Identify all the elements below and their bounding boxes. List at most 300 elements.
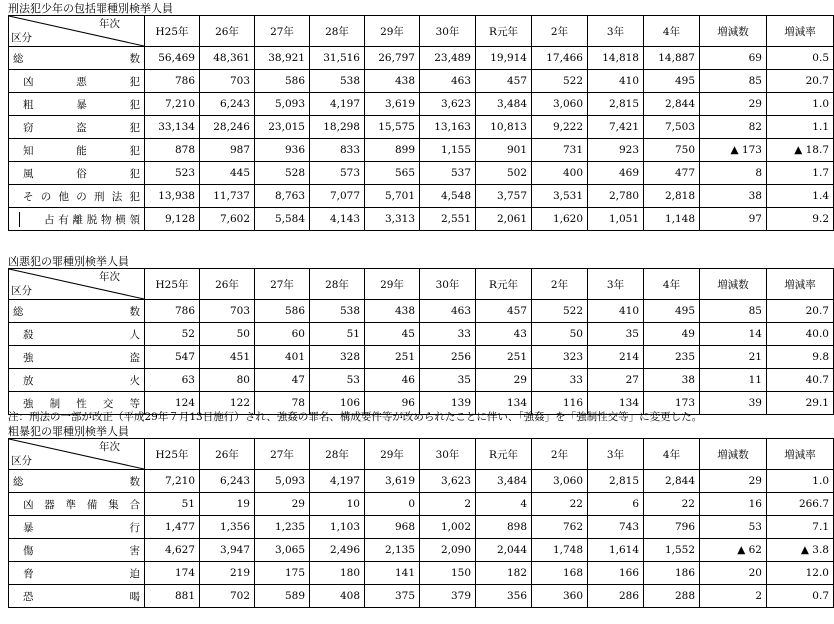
table-row (9, 369, 834, 392)
table-cell: 53 (310, 369, 365, 392)
table-cell: 703 (200, 300, 255, 323)
table-cell: 31,516 (310, 47, 365, 70)
table-cell: 1,748 (532, 539, 588, 562)
table-cell: 4 (476, 493, 532, 516)
table-cell: 20.7 (767, 70, 834, 93)
table-row (9, 346, 834, 369)
table-cell: 7,503 (644, 116, 700, 139)
table-cell: 565 (365, 162, 420, 185)
table-cell: 139 (420, 392, 476, 415)
table-cell: 7,421 (588, 116, 644, 139)
table-cell: 106 (310, 392, 365, 415)
row-label-cell (9, 185, 145, 208)
table-cell: ▲ 3.8 (767, 539, 834, 562)
table-cell: 1,356 (200, 516, 255, 539)
table-cell: 52 (145, 323, 200, 346)
table-cell: 288 (644, 585, 700, 608)
table-cell: 33 (532, 369, 588, 392)
table-cell: 2,780 (588, 185, 644, 208)
column-header: H25年 (145, 16, 200, 47)
corner-category-label: 区分 (11, 285, 32, 297)
table-cell: 51 (310, 323, 365, 346)
table-cell: 60 (255, 323, 310, 346)
table-cell: 8 (700, 162, 767, 185)
table-cell: 23,489 (420, 47, 476, 70)
table-cell: 537 (420, 162, 476, 185)
table-cell: 150 (420, 562, 476, 585)
table-cell: 1,477 (145, 516, 200, 539)
table-row (9, 116, 834, 139)
table-cell: 987 (200, 139, 255, 162)
table-cell: 173 (644, 392, 700, 415)
table-cell: 8,763 (255, 185, 310, 208)
table-cell: 3,065 (255, 539, 310, 562)
table-cell: 51 (145, 493, 200, 516)
table-cell: 9,222 (532, 116, 588, 139)
table-cell: 1.7 (767, 162, 834, 185)
table-cell: 586 (255, 300, 310, 323)
table-cell: 901 (476, 139, 532, 162)
table-cell: 750 (644, 139, 700, 162)
row-label-cell (9, 300, 145, 323)
table-cell: 29.1 (767, 392, 834, 415)
row-label-cell (9, 369, 145, 392)
table-cell: 495 (644, 70, 700, 93)
table-cell: 328 (310, 346, 365, 369)
table-cell: 19 (200, 493, 255, 516)
table-cell: 7,077 (310, 185, 365, 208)
table-cell: 39 (700, 392, 767, 415)
table-cell: 522 (532, 70, 588, 93)
column-header: 2年 (532, 439, 588, 470)
corner-year-label: 年次 (99, 18, 120, 30)
table-cell: 6,243 (200, 470, 255, 493)
row-label-cell (9, 585, 145, 608)
table-cell: 5,584 (255, 208, 310, 231)
column-header: R元年 (476, 16, 532, 47)
table-cell: 219 (200, 562, 255, 585)
table-cell: 3,060 (532, 470, 588, 493)
table-row (9, 516, 834, 539)
table-cell: 124 (145, 392, 200, 415)
table-cell: 2 (420, 493, 476, 516)
table-row (9, 185, 834, 208)
table-cell: 11 (700, 369, 767, 392)
table-cell: 20 (700, 562, 767, 585)
table-cell: 29 (255, 493, 310, 516)
section-title: 粗暴犯の罪種別検挙人員 (8, 425, 129, 438)
table-cell: 360 (532, 585, 588, 608)
table-cell: 35 (588, 323, 644, 346)
row-label-cell (9, 539, 145, 562)
table-cell: 3,623 (420, 470, 476, 493)
table-cell: 7.1 (767, 516, 834, 539)
table-cell: 122 (200, 392, 255, 415)
table-cell: 4,197 (310, 93, 365, 116)
table-cell: 20.7 (767, 300, 834, 323)
column-header: 増減数 (700, 439, 767, 470)
row-label: 粗暴犯 (23, 98, 140, 111)
row-label: 暴行 (23, 521, 140, 534)
table-cell: 528 (255, 162, 310, 185)
table-cell: 5,701 (365, 185, 420, 208)
table-cell: 323 (532, 346, 588, 369)
table-cell: 82 (700, 116, 767, 139)
table-cell: 50 (200, 323, 255, 346)
table-cell: 6,243 (200, 93, 255, 116)
table-cell: 2,844 (644, 93, 700, 116)
row-label: 窃盗犯 (23, 121, 140, 134)
table-cell: 10 (310, 493, 365, 516)
table-cell: 3,623 (420, 93, 476, 116)
table-cell: 2,135 (365, 539, 420, 562)
table-cell: 538 (310, 70, 365, 93)
table-cell: 400 (532, 162, 588, 185)
table-cell: 256 (420, 346, 476, 369)
table-cell: 3,757 (476, 185, 532, 208)
table-cell: 53 (700, 516, 767, 539)
corner-category-label: 区分 (11, 455, 32, 467)
table-cell: 3,619 (365, 93, 420, 116)
table-cell: 2 (700, 585, 767, 608)
table-cell: 438 (365, 300, 420, 323)
row-label: 殺人 (23, 328, 140, 341)
column-header: 2年 (532, 269, 588, 300)
table-cell: 703 (200, 70, 255, 93)
row-label: 知能犯 (23, 144, 140, 157)
table-cell: 1,620 (532, 208, 588, 231)
table-cell: 286 (588, 585, 644, 608)
corner-year-label: 年次 (99, 271, 120, 283)
table-cell: 878 (145, 139, 200, 162)
table-cell: 28,246 (200, 116, 255, 139)
table-cell: 3,484 (476, 470, 532, 493)
table-cell: 7,602 (200, 208, 255, 231)
table-cell: ▲ 62 (700, 539, 767, 562)
section-juvenile-offenders (8, 2, 829, 231)
column-header: 29年 (365, 16, 420, 47)
row-label-cell (9, 162, 145, 185)
table-cell: 96 (365, 392, 420, 415)
table-cell: 469 (588, 162, 644, 185)
column-header: 増減率 (767, 269, 834, 300)
table-cell: 26,797 (365, 47, 420, 70)
table-cell: 29 (700, 470, 767, 493)
table-cell: 2,815 (588, 93, 644, 116)
column-header: 4年 (644, 269, 700, 300)
table-cell: 78 (255, 392, 310, 415)
column-header: 2年 (532, 16, 588, 47)
table-cell: 1,148 (644, 208, 700, 231)
table-cell: 502 (476, 162, 532, 185)
table-cell: 3,313 (365, 208, 420, 231)
table-row (9, 539, 834, 562)
table-cell: 936 (255, 139, 310, 162)
table-row (9, 585, 834, 608)
table-cell: 134 (476, 392, 532, 415)
table-cell: 538 (310, 300, 365, 323)
table-cell: 2,090 (420, 539, 476, 562)
column-header: 29年 (365, 269, 420, 300)
table-cell: 43 (476, 323, 532, 346)
table-cell: 445 (200, 162, 255, 185)
table-cell: 2,496 (310, 539, 365, 562)
row-label-cell (9, 47, 145, 70)
column-header: 増減数 (700, 16, 767, 47)
table-cell: 463 (420, 70, 476, 93)
row-label: 傷害 (23, 544, 140, 557)
table-cell: 40.7 (767, 369, 834, 392)
table-cell: 833 (310, 139, 365, 162)
table-cell: 702 (200, 585, 255, 608)
table-cell: 9,128 (145, 208, 200, 231)
table-cell: 7,210 (145, 93, 200, 116)
column-header: 4年 (644, 16, 700, 47)
table-cell: 923 (588, 139, 644, 162)
table-cell: 134 (588, 392, 644, 415)
table-row (9, 300, 834, 323)
table-cell: 523 (145, 162, 200, 185)
row-label-cell (9, 116, 145, 139)
column-header: 28年 (310, 16, 365, 47)
table-cell: 4,627 (145, 539, 200, 562)
table-cell: 21 (700, 346, 767, 369)
table-cell: 38,921 (255, 47, 310, 70)
table-cell: 762 (532, 516, 588, 539)
column-header: 増減率 (767, 16, 834, 47)
table-note: 注：刑法の一部が改正（平成29年７月13日施行）され、強姦の罪名、構成要件等が改められたことに伴い、「強姦」を「強制性交等」に変更した。 (8, 411, 703, 423)
header-row (9, 16, 834, 47)
table-row (9, 70, 834, 93)
table-juvenile-offenders (8, 15, 834, 231)
table-cell: 9.2 (767, 208, 834, 231)
header-corner-cell (9, 439, 145, 470)
table-cell: 4,548 (420, 185, 476, 208)
table-cell: 48,361 (200, 47, 255, 70)
section-heinous-crimes (8, 255, 829, 415)
table-row (9, 493, 834, 516)
section-violent-crimes (8, 425, 829, 608)
table-cell: 7,210 (145, 470, 200, 493)
table-row (9, 139, 834, 162)
row-label: 強盗 (23, 351, 140, 364)
table-cell: 116 (532, 392, 588, 415)
table-cell: 1.1 (767, 116, 834, 139)
table-cell: 5,093 (255, 470, 310, 493)
table-cell: 3,484 (476, 93, 532, 116)
row-label: その他の刑法犯 (23, 190, 140, 203)
table-cell: 214 (588, 346, 644, 369)
row-label: 占有離脱物横領 (44, 213, 140, 226)
row-label: 総数 (13, 475, 140, 488)
table-row (9, 208, 834, 231)
table-cell: 3,947 (200, 539, 255, 562)
column-header: 3年 (588, 16, 644, 47)
column-header: 増減数 (700, 269, 767, 300)
table-cell: 408 (310, 585, 365, 608)
table-cell: 174 (145, 562, 200, 585)
table-cell: 266.7 (767, 493, 834, 516)
column-header: H25年 (145, 269, 200, 300)
header-corner-cell (9, 16, 145, 47)
table-cell: 63 (145, 369, 200, 392)
table-cell: 731 (532, 139, 588, 162)
table-cell: 438 (365, 70, 420, 93)
column-header: 27年 (255, 439, 310, 470)
table-cell: 1,235 (255, 516, 310, 539)
table-cell: 29 (476, 369, 532, 392)
table-cell: 182 (476, 562, 532, 585)
row-label: 凶悪犯 (23, 75, 140, 88)
row-label: 恐喝 (23, 590, 140, 603)
row-label-cell (9, 470, 145, 493)
table-cell: 786 (145, 70, 200, 93)
row-label: 脅迫 (23, 567, 140, 580)
table-cell: 5,093 (255, 93, 310, 116)
table-cell: 898 (476, 516, 532, 539)
table-cell: 457 (476, 300, 532, 323)
table-cell: 13,163 (420, 116, 476, 139)
table-cell: 2,818 (644, 185, 700, 208)
table-cell: 14,887 (644, 47, 700, 70)
table-cell: 251 (476, 346, 532, 369)
table-cell: 457 (476, 70, 532, 93)
table-cell: 6 (588, 493, 644, 516)
row-label-cell (9, 323, 145, 346)
table-cell: 97 (700, 208, 767, 231)
table-cell: 0 (365, 493, 420, 516)
row-label: 風俗犯 (23, 167, 140, 180)
column-header: 26年 (200, 439, 255, 470)
column-header: 30年 (420, 16, 476, 47)
table-row (9, 162, 834, 185)
table-cell: 56,469 (145, 47, 200, 70)
table-cell: 16 (700, 493, 767, 516)
row-label-cell (9, 93, 145, 116)
table-cell: 495 (644, 300, 700, 323)
column-header: 28年 (310, 439, 365, 470)
table-cell: 586 (255, 70, 310, 93)
row-label-cell (9, 493, 145, 516)
table-cell: 23,015 (255, 116, 310, 139)
table-cell: 22 (644, 493, 700, 516)
table-heinous-crimes (8, 268, 834, 415)
table-cell: 589 (255, 585, 310, 608)
table-cell: 4,197 (310, 470, 365, 493)
table-cell: 166 (588, 562, 644, 585)
table-cell: 1,552 (644, 539, 700, 562)
row-label: 凶器準備集合 (23, 498, 140, 511)
table-cell: 235 (644, 346, 700, 369)
corner-year-label: 年次 (99, 441, 120, 453)
table-cell: 1.0 (767, 470, 834, 493)
table-cell: 4,143 (310, 208, 365, 231)
table-cell: 1,103 (310, 516, 365, 539)
column-header: 3年 (588, 269, 644, 300)
table-violent-crimes (8, 438, 834, 608)
column-header: 26年 (200, 16, 255, 47)
table-cell: ▲ 18.7 (767, 139, 834, 162)
table-cell: 1,002 (420, 516, 476, 539)
row-label-cell (9, 516, 145, 539)
table-cell: 14 (700, 323, 767, 346)
table-row (9, 562, 834, 585)
table-cell: 80 (200, 369, 255, 392)
table-cell: 2,551 (420, 208, 476, 231)
column-header: 28年 (310, 269, 365, 300)
table-cell: 38 (700, 185, 767, 208)
column-header: 30年 (420, 439, 476, 470)
table-cell: 743 (588, 516, 644, 539)
table-cell: 463 (420, 300, 476, 323)
table-cell: 3,531 (532, 185, 588, 208)
table-cell: 22 (532, 493, 588, 516)
table-cell: 69 (700, 47, 767, 70)
table-cell: 356 (476, 585, 532, 608)
table-cell: 141 (365, 562, 420, 585)
table-cell: 2,815 (588, 470, 644, 493)
table-cell: 3,619 (365, 470, 420, 493)
table-row (9, 93, 834, 116)
table-cell: 410 (588, 300, 644, 323)
table-cell: 1.0 (767, 93, 834, 116)
table-cell: 3,060 (532, 93, 588, 116)
header-row (9, 439, 834, 470)
table-cell: 29 (700, 93, 767, 116)
row-label: 強制性交等 (23, 397, 140, 410)
column-header: 27年 (255, 269, 310, 300)
table-cell: 40.0 (767, 323, 834, 346)
table-cell: 0.5 (767, 47, 834, 70)
header-row (9, 269, 834, 300)
table-cell: 19,914 (476, 47, 532, 70)
table-cell: 12.0 (767, 562, 834, 585)
table-cell: 1,155 (420, 139, 476, 162)
row-label: 総数 (13, 305, 140, 318)
table-cell: 11,737 (200, 185, 255, 208)
table-cell: 796 (644, 516, 700, 539)
table-cell: 786 (145, 300, 200, 323)
column-header: 増減率 (767, 439, 834, 470)
table-cell: 0.7 (767, 585, 834, 608)
table-row (9, 470, 834, 493)
table-cell: 899 (365, 139, 420, 162)
row-label-cell (9, 346, 145, 369)
column-header: 26年 (200, 269, 255, 300)
column-header: 3年 (588, 439, 644, 470)
table-cell: ▲ 173 (700, 139, 767, 162)
table-cell: 17,466 (532, 47, 588, 70)
table-cell: 1,614 (588, 539, 644, 562)
column-header: 27年 (255, 16, 310, 47)
corner-category-label: 区分 (11, 32, 32, 44)
section-title: 凶悪犯の罪種別検挙人員 (8, 255, 129, 268)
table-cell: 168 (532, 562, 588, 585)
table-cell: 180 (310, 562, 365, 585)
table-cell: 13,938 (145, 185, 200, 208)
table-cell: 968 (365, 516, 420, 539)
column-header: R元年 (476, 439, 532, 470)
table-cell: 251 (365, 346, 420, 369)
table-cell: 1,051 (588, 208, 644, 231)
column-header: R元年 (476, 269, 532, 300)
table-cell: 2,044 (476, 539, 532, 562)
table-cell: 38 (644, 369, 700, 392)
table-cell: 522 (532, 300, 588, 323)
header-corner-cell (9, 269, 145, 300)
table-cell: 85 (700, 70, 767, 93)
table-cell: 401 (255, 346, 310, 369)
